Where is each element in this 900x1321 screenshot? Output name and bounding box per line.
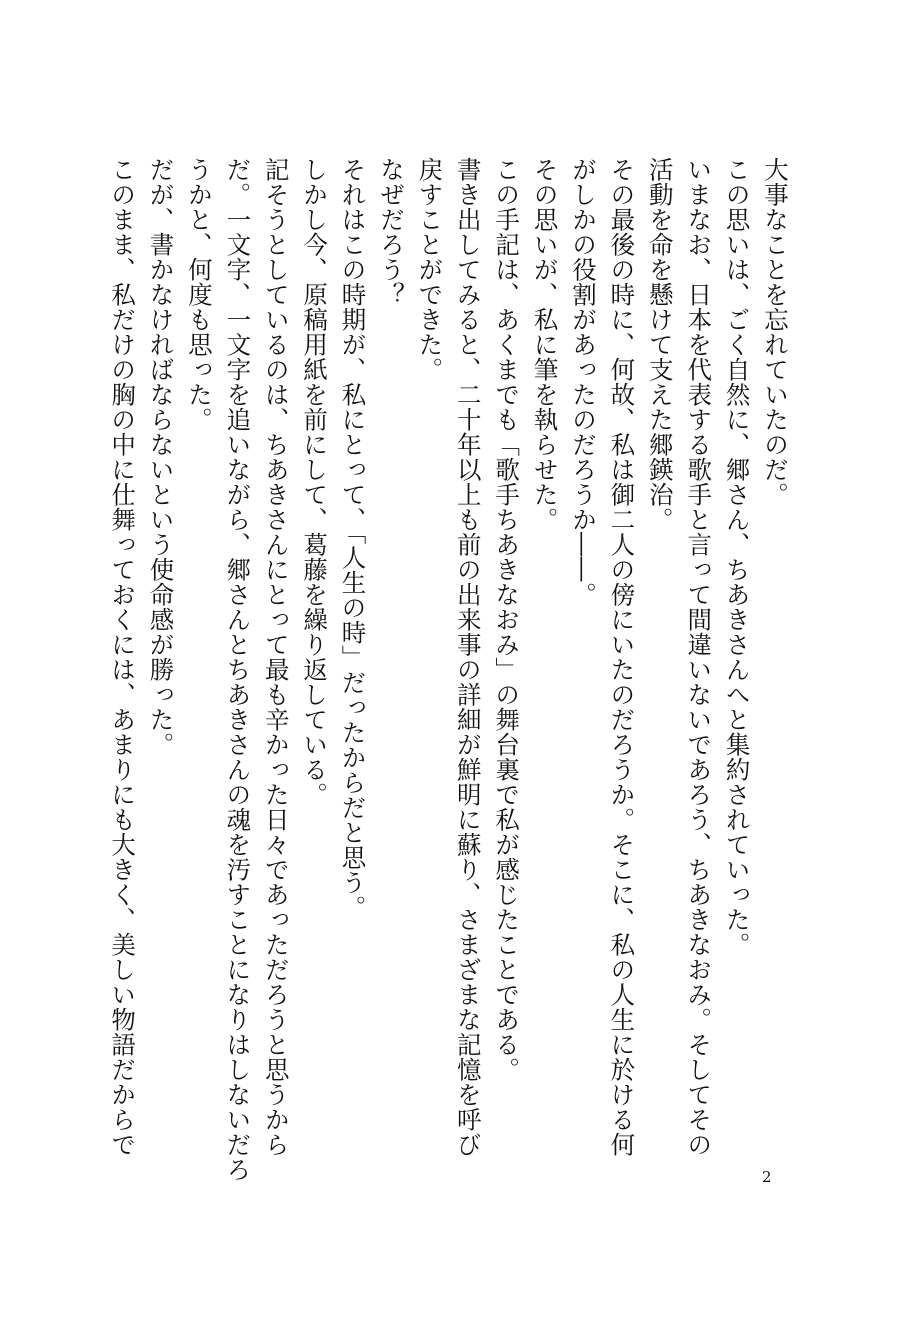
text-line: その最後の時に、何故、私は御二人の傍にいたのだろうか。そこに、私の人生に於ける何: [607, 157, 637, 1157]
text-line: 書き出してみると、二十年以上も前の出来事の詳細が鮮明に蘇り、さまざまな記憶を呼び: [453, 157, 483, 1157]
text-line: この手記は、あくまでも「歌手ちあきなおみ」の舞台裏で私が感じたことである。: [492, 157, 522, 1082]
text-line: しかし今、原稿用紙を前にして、葛藤を繰り返している。: [300, 157, 330, 807]
text-line: がしかの役割があったのだろうか――。: [568, 157, 598, 607]
text-line: だが、書かなければならないという使命感が勝った。: [146, 157, 176, 757]
text-line: この思いは、ごく自然に、郷さん、ちあきさんへと集約されていった。: [722, 157, 752, 957]
text-line: うかと、何度も思った。: [184, 157, 214, 432]
text-line: その思いが、私に筆を執らせた。: [530, 157, 560, 532]
page-number: 2: [762, 1168, 772, 1186]
text-line: このまま、私だけの胸の中に仕舞っておくには、あまりにも大きく、美しい物語だからで: [108, 157, 138, 1157]
vertical-text-body: [103, 157, 794, 1182]
text-line: 活動を命を懸けて支えた郷鍈治。: [645, 157, 675, 532]
text-line: だ。一文字、一文字を追いながら、郷さんとちあきさんの魂を汚すことになりはしないだろ: [223, 157, 253, 1182]
text-line: 記そうとしているのは、ちあきさんにとって最も辛かった日々であっただろうと思うから: [261, 157, 291, 1157]
text-line: それはこの時期が、私にとって、「人生の時」だったからだと思う。: [338, 157, 368, 920]
text-line: 戻すことができた。: [415, 157, 445, 382]
text-line: なぜだろう？: [376, 157, 406, 307]
text-line: 大事なことを忘れていたのだ。: [761, 157, 790, 507]
text-line: いまなお、日本を代表する歌手と言って間違いないであろう、ちあきなおみ。そしてその: [684, 157, 714, 1157]
